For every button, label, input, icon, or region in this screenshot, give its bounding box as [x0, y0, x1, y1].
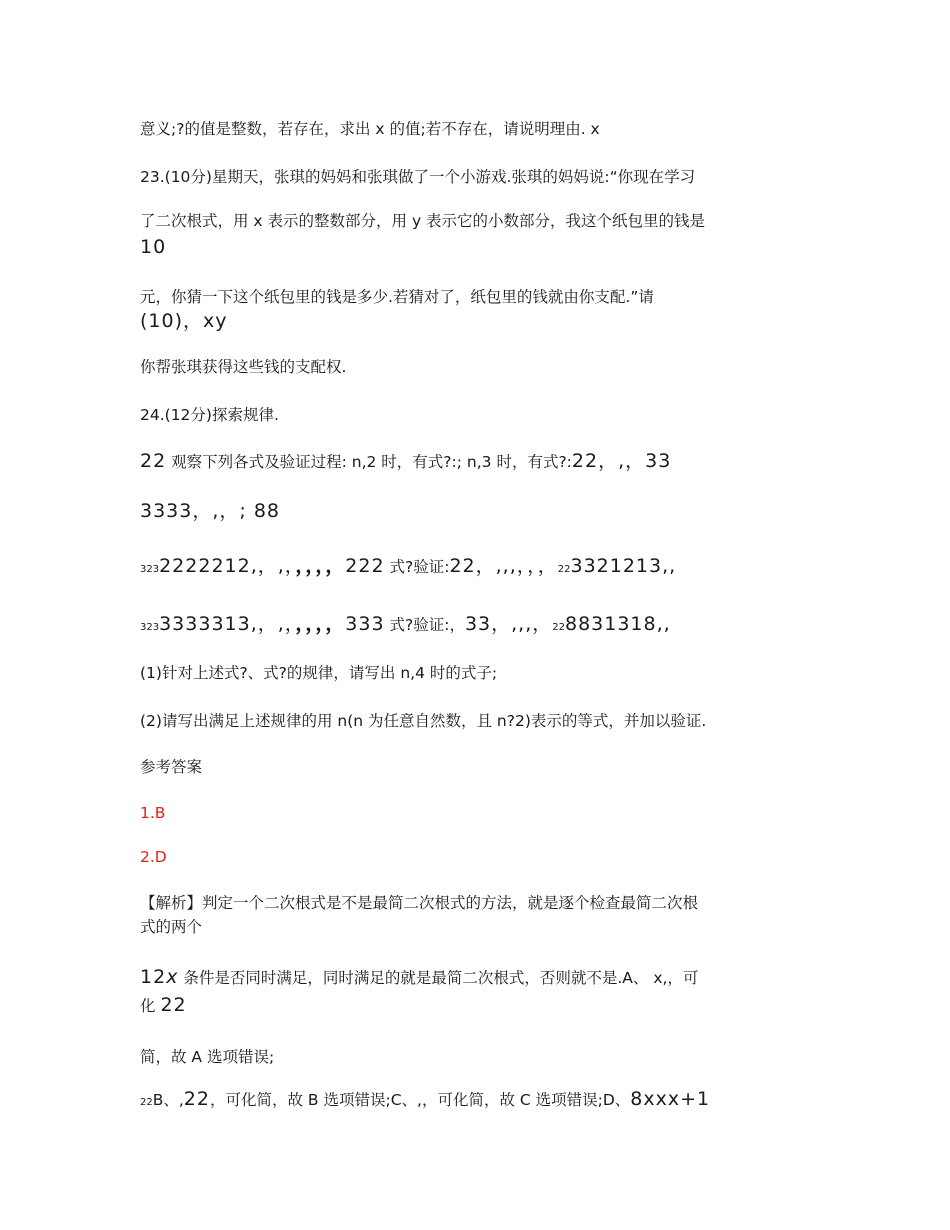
math-fragment: 8xxx+1: [630, 1088, 711, 1110]
math-fragment: 22，,，33: [571, 450, 672, 472]
math-fragment: 3333313,，,，: [159, 613, 296, 635]
text-fragment: 化: [140, 997, 161, 1015]
text-line: 意义;?的值是整数，若存在，求出 x 的值;若不存在，请说明理由. x: [140, 120, 600, 138]
text-line: [140, 1088, 820, 1114]
text-line: 简，故 A 选项错误;: [140, 1048, 275, 1066]
text-line: (2)请写出满足上述规律的用 n(n 为任意自然数，且 n?2)表示的等式，并加以验证.: [140, 712, 707, 730]
math-fragment: 33，,,,，: [464, 613, 553, 635]
text-line: 式的两个: [140, 918, 203, 936]
math-fragment: 22，,,,，，，: [449, 555, 558, 577]
math-fragment: 8831318,,: [564, 613, 671, 635]
answer-1: 1.B: [140, 804, 166, 822]
math-line: [140, 554, 820, 581]
text-line: 【解析】判定一个二次根式是不是最简二次根式的方法，就是逐个检查最简二次根: [140, 894, 699, 912]
math-fragment: 2222212,，,，: [159, 555, 296, 577]
text-line: [140, 450, 820, 473]
text-line: [140, 966, 820, 989]
math-fragment: 22: [160, 994, 187, 1016]
superscript-fragment: 22: [557, 564, 571, 575]
text-line: (1)针对上述式?、式?的规律，请写出 n,4 时的式子;: [140, 664, 498, 682]
text-line: [140, 994, 820, 1017]
comma-fragment: ，，，，: [295, 611, 346, 635]
math-fragment: 222: [345, 555, 385, 577]
text-line: 了二次根式，用 x 表示的整数部分，用 y 表示它的小数部分，我这个纸包里的钱是: [140, 212, 706, 230]
question-24-heading: 24.(12分)探索规律.: [140, 406, 279, 424]
answers-heading: 参考答案: [140, 758, 203, 776]
math-fragment: 3321213,,: [570, 555, 677, 577]
text-fragment: 观察下列各式及验证过程: n,2 时，有式?:; n,3 时，有式?:: [166, 453, 572, 471]
math-fragment: 12: [140, 966, 167, 988]
math-fragment: x: [166, 966, 179, 988]
text-fragment: 条件是否同时满足，同时满足的就是最简二次根式，否则就不是.A、 x,，可: [178, 969, 699, 987]
superscript-fragment: 323: [140, 564, 160, 575]
superscript-fragment: 323: [140, 622, 160, 633]
math-fragment: 10: [140, 236, 167, 258]
math-line: [140, 612, 820, 639]
text-line: 元，你猜一下这个纸包里的钱是多少.若猜对了，纸包里的钱就由你支配.”请: [140, 288, 654, 306]
math-fragment: 22: [140, 450, 167, 472]
answer-2: 2.D: [140, 848, 167, 866]
superscript-fragment: 22: [552, 622, 565, 633]
comma-fragment: ，，，，: [295, 553, 346, 577]
math-fragment: 22: [183, 1088, 210, 1110]
question-23-heading: 23.(10分)星期天，张琪的妈妈和张琪做了一个小游戏.张琪的妈妈说:“你现在学习: [140, 168, 696, 186]
text-fragment: ，可化简，故 B 选项错误;C、,，可化简，故 C 选项错误;D、: [209, 1091, 631, 1109]
math-line: 3333，,，; 88: [140, 500, 281, 522]
math-fragment: (10)，xy: [140, 310, 228, 332]
math-fragment: 333: [345, 613, 385, 635]
text-fragment: 式?验证:，: [384, 616, 465, 634]
text-fragment: 式?验证:: [384, 558, 450, 576]
text-fragment: B、,: [152, 1091, 184, 1109]
text-line: 你帮张琪获得这些钱的支配权.: [140, 358, 347, 376]
superscript-fragment: 22: [140, 1097, 153, 1108]
